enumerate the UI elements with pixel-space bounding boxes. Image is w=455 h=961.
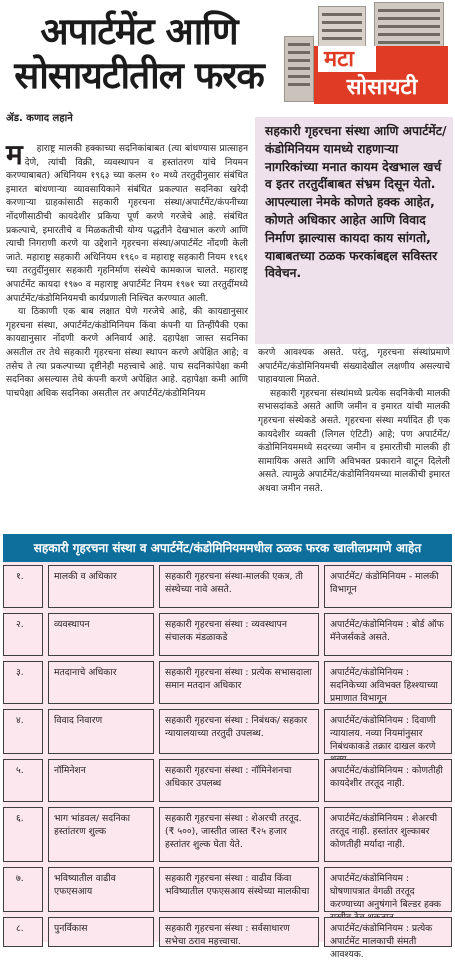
row-label: पुनर्विकास xyxy=(48,917,154,947)
apartment-cell: अपार्टमेंट/कंडोमिनियम : सदनिकेच्या अविभक्त हिश्श्याच्या प्रमाणात विभागून xyxy=(324,661,452,704)
table-row xyxy=(3,565,452,608)
apartment-cell: अपार्टमेंट/कंडोमिनियम : प्रत्येक अपार्टमेंट मालकाची संमती आवश्यक. xyxy=(324,917,452,947)
pull-quote: सहकारी गृहरचना संस्था आणि अपार्टमेंट/कंडोमिनियम यामध्ये राहणाऱ्या नागरिकांच्या मनात कायम देखभाल खर्च व इतर तरतुदींबाबत संभ्रम दिसून येतो. आपल्याला नेमके कोणते हक्क आहेत, कोणते अधिकार आहेत आणि विवाद निर्माण झाल्यास कायदा काय सांगतो, याबाबतच्या ठळक फरकांबद्दल सविस्तर विवेचन. xyxy=(255,117,453,344)
drop-cap: म xyxy=(6,138,23,171)
row-number: १. xyxy=(3,565,43,608)
row-label: मतदानाचे अधिकार xyxy=(48,661,154,704)
row-number: ५. xyxy=(3,759,43,802)
row-label: विवाद निवारण xyxy=(48,709,154,754)
author-byline: ॲड. कणाद लहाने xyxy=(6,113,73,124)
row-number: ६. xyxy=(3,807,43,862)
society-cell: सहकारी गृहरचना संस्था : शेअरची तरतूद. (₹ ५००), जास्तीत जास्त ₹२५ हजार हस्तांतर शुल्क घेता येते. xyxy=(159,807,319,862)
apartment-cell: अपार्टमेंट/ कंडोमिनियम - मालकी विभागून xyxy=(324,565,452,608)
table-heading: सहकारी गृहरचना संस्था व अपार्टमेंट/कंडोमिनियममधील ठळक फरक खालीलप्रमाणे आहेत xyxy=(3,534,452,562)
article-paragraph-4: सहकारी गृहरचना संस्थांमध्ये प्रत्येक सदनिकेची मालकी सभासदांकडे असते आणि जमीन व इमारत यांची मालकी गृहरचना संस्थेकडे असते. गृहरचना संस्था मर्यादित ही एक कायदेशीर व्यक्ती (लिगल एंटिटी) आहे; पण अपार्टमेंट/कंडोमिनियममध्ये सदरच्या जमीन व इमारतीची मालकी ही सामायिक असते आणि अविभक्त प्रकाराने वाटून दिलेली असते. त्यामुळे अपार्टमेंट/कंडोमिनियमच्या मालकीची इमारत अथवा जमीन नसते. xyxy=(258,388,450,494)
apartment-cell: अपार्टमेंट/कंडोमिनियम : बोर्ड ऑफ मॅनेजर्सकडे असते. xyxy=(324,613,452,656)
article-paragraph-3: करणे आवश्यक असते. परंतु, गृहरचना संस्थांप्रमाणे अपार्टमेंट/कंडोमिनियमची संख्यादेखील लक्षणीय असल्याचे पाहावयाला मिळते. xyxy=(258,348,450,386)
society-cell: सहकारी गृहरचना संस्था : प्रत्येक सभासदाला समान मतदान अधिकार xyxy=(159,661,319,704)
society-cell: सहकारी गृहरचना संस्था : व्यवस्थापन संचालक मंडळाकडे xyxy=(159,613,319,656)
badge-line-1: मटा xyxy=(324,47,354,72)
article-left-column xyxy=(6,138,248,401)
table-row xyxy=(3,867,452,912)
headline-line-1: अपार्टमेंट आणि xyxy=(40,10,238,53)
headline xyxy=(4,10,274,98)
row-number: ७. xyxy=(3,867,43,912)
row-label: मालकी व अधिकार xyxy=(48,565,154,608)
article-right-column xyxy=(258,347,450,497)
row-label: व्यवस्थापन xyxy=(48,613,154,656)
society-cell: सहकारी गृहरचना संस्था : वाढीव किंवा भविष्यातील एफएसआय संस्थेच्या मालकीचा xyxy=(159,867,319,912)
table-row xyxy=(3,661,452,704)
table-row xyxy=(3,759,452,802)
paragraph-1-text: हाराष्ट्र मालकी हक्काच्या सदनिकांबाबत (त्या बांधण्यास प्रात्साहन देणे, त्यांची विक्री, व्यवस्थापन व हस्तांतरण यांचे नियमन करण्याबाबत) अधिनियम १९६३ च्या कलम १० मध्ये तरतुदीनुसार संबंधित इमारत बांधणाऱ्या व्यावसायिकाने संबंधित प्रकल्पात सदनिका खरेदी करणाऱ्या ग्राहकांसाठी सहकारी गृहरचना संस्था/अपार्टमेंट/कंपनीच्या नोंदणीसाठीची कायदेशीर प्रकिया पूर्ण करणे गरजेचे आहे. संबंधित प्रकल्पाचे, इमारतीचे व मिळकतीची योग्य पद्धतीने देखभाल करणे आणि त्याची निगराणी करणे या उद्देशाने गृहरचना संस्था/अपार्टमेंट नोंदणी केली जाते. महाराष्ट्र सहकारी अधिनियम १९६० व महाराष्ट्र सहकारी नियम १९६१ च्या तरतुदींनुसार सहकारी गृहनिर्माण संस्थेचे कामकाज चालते. महाराष्ट्र अपार्टमेंट कायदा १९७० व महाराष्ट्र अपार्टमेंट नियम १९७१ च्या तरतुदींमध्ये अपार्टमेंट/कंडोमिनियमची कार्यप्रणाली निश्चित करण्यात आली. xyxy=(6,144,248,304)
society-cell: सहकारी गृहरचना संस्था-मालकी एकत्र, ती संस्थेच्या नावे असते. xyxy=(159,565,319,608)
comparison-table xyxy=(3,534,452,960)
apartment-cell: अपार्टमेंट/कंडोमिनियम : घोषणापत्रात वेगळी तरतूद करण्याच्या अनुषंगाने बिल्डर हक्क xyxy=(324,867,452,912)
row-label: नॉमिनेशन xyxy=(48,759,154,802)
table-row xyxy=(3,807,452,862)
society-cell: सहकारी गृहरचना संस्था : नॉमिनेशनचा अधिकार उपलब्ध xyxy=(159,759,319,802)
table-row xyxy=(3,613,452,656)
society-cell: सहकारी गृहरचना संस्था : निबंधक/ सहकार न्यायालयाच्या तरतुदी उपलब्ध. xyxy=(159,709,319,754)
apartment-cell: अपार्टमेंट/कंडोमिनियम : शेअरची तरतूद नाही. हस्तांतर शुल्काबर कोणतीही मर्यादा नाही. xyxy=(324,807,452,862)
article-paragraph-1 xyxy=(6,138,248,306)
row-label: भविष्यातील वाढीव एफएसआय xyxy=(48,867,154,912)
headline-line-2: सोसायटीतील फरक xyxy=(14,54,264,97)
apartment-cell: अपार्टमेंट/कंडोमिनियम : दिवाणी न्यायालय. नव्या नियमांनुसार निबंधकाकडे तक्रार दाखल करणे xyxy=(324,709,452,754)
row-number: ८. xyxy=(3,917,43,947)
row-number: ३. xyxy=(3,661,43,704)
row-number: २. xyxy=(3,613,43,656)
apartment-cell: अपार्टमेंट/कंडोमिनियम : कोणतीही कायदेशीर तरतूद नाही. xyxy=(324,759,452,802)
row-number: ४. xyxy=(3,709,43,754)
row-label: भाग भांडवल/ सदनिका हस्तांतरण शुल्क xyxy=(48,807,154,862)
badge-line-2: सोसायटी xyxy=(346,75,418,100)
table-row xyxy=(3,917,452,960)
article-paragraph-2: या ठिकाणी एक बाब लक्षात घेणे गरजेचे आहे, की कायद्यानुसार गृहरचना संस्था, अपार्टमेंट/कंडोमिनियम किंवा कंपनी या तिन्हींपैकी एका कायद्यानुसार नोंदणी करणे अनिवार्य आहे. दहापेक्षा जास्त सदनिका असतील तर तेथे सहकारी गृहरचना संस्था स्थापन करणे अपेक्षित आहे; व तसेच ते त्या प्रकल्पाच्या दृष्टीनेही महत्त्वाचे आहे. पाच सदनिकांपेक्षा कमी सदनिका असल्यास तेथे कंपनी करणे अपेक्षित आहे. दहापेक्षा कमी आणि पाचपेक्षा अधिक सदनिका असतील तर अपार्टमेंट/कंडोमिनियम xyxy=(6,307,248,399)
table-row xyxy=(3,709,452,754)
column-badge xyxy=(278,2,450,102)
society-cell: सहकारी गृहरचना संस्था : सर्वसाधारण सभेचा ठराव महत्त्वाचा. xyxy=(159,917,319,947)
